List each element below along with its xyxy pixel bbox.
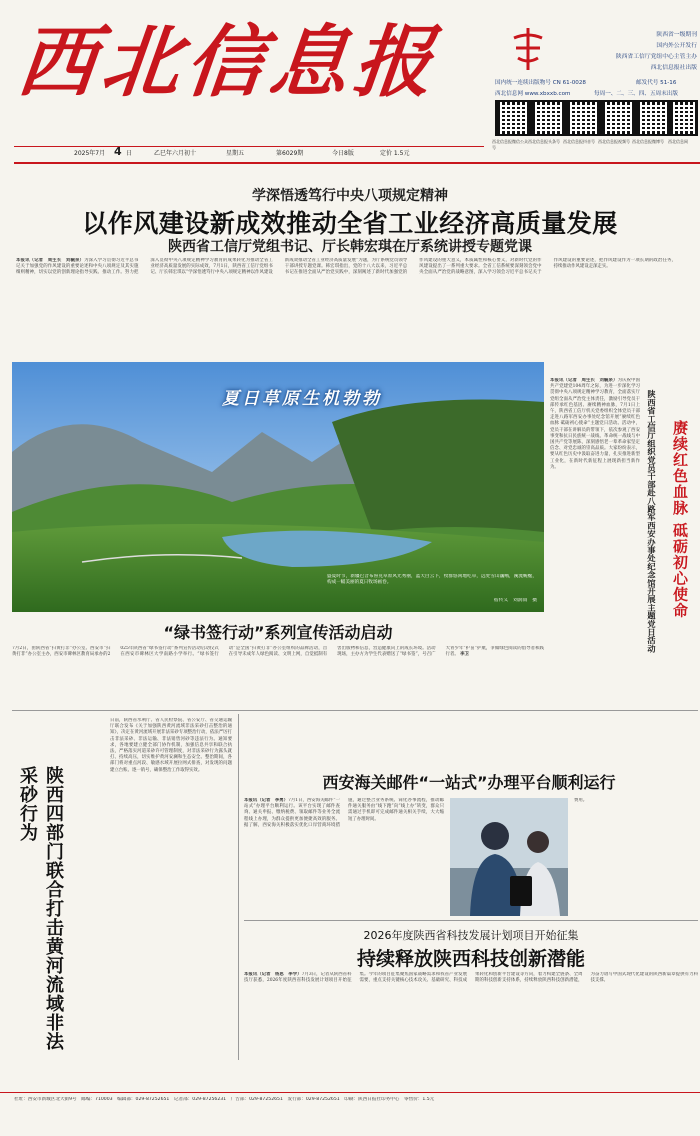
footer-text: 社址：西安市新城区北大街9号 邮编：710003 编辑部：029-87252651 记者部：029-87256231 广告部：029-87252651 发行部：029-87252651 印刷：陕西日报社印务中心 零售价：1.5元 <box>14 1097 435 1102</box>
tech-headline[interactable]: 持续释放陕西科技创新潜能 <box>356 948 585 970</box>
side-story-text: 为庆祝中国共产党建党104周年之际，为进一步深化学习贯彻中央八项规定精神学习教育，全面落实厅党组全面从严治党主体责任，激励引导党员干部传承红色基因、赓续精神血脉，7月1日上午，陕西省工信厅机关党委组织全体党员干部走进八路军西安办事处纪念馆开展“赓续红色血脉 砥砺初心使命”主题党日活动。活动中，党员干部在讲解员的带领下，依次参观了西安事变和抗日民族统一战线、革命统一战线与中国共产党等展陈，深刻感悟老一辈革命家坚定信念、对党忠诚的崇高品质。大家纷纷表示，要从红色历史中汲取奋进力量，扎实推进新型工业化，在新时代新征程上展现新担当新作为。 <box>550 378 640 470</box>
side-story-byline: 本报讯（记者 周生长 刘毓泉） <box>550 378 618 383</box>
qr-caption: 西北信息报头条号 <box>528 139 560 144</box>
tech-body <box>244 972 698 1060</box>
masthead-cn: 国内统一连续出版物号 CN 61-0028 <box>495 80 586 86</box>
qr-code-icon[interactable] <box>668 100 698 136</box>
side-story-title[interactable]: 赓续红色血脉 砥砺初心使命 <box>671 420 689 619</box>
qr-caption: 西北信息报微信公众号 <box>492 139 528 150</box>
left-story-title[interactable]: 陕西四部门联合打击黄河流域非法采砂行为 <box>17 766 64 1051</box>
masthead-logo-icon <box>508 24 548 74</box>
customs-tail <box>574 798 696 916</box>
qr-code-icon[interactable] <box>635 100 671 136</box>
photo-credit: 宿传义 刘润雨 摄 <box>493 598 537 603</box>
masthead-pub-days: 每周一、二、三、四、五周末出版 <box>594 91 678 97</box>
masthead-info-block <box>585 30 697 74</box>
lead-headline[interactable]: 以作风建设新成效推动全省工业经济高质量发展 <box>82 209 618 238</box>
qr-caption: 西北信息报抖音号 <box>563 139 595 144</box>
campaign-author: 李卫 <box>460 652 469 658</box>
weekday: 星期五 <box>226 150 245 157</box>
price: 定价 1.5元 <box>380 150 410 157</box>
lead-kicker[interactable]: 学深悟透笃行中央八项规定精神 <box>252 188 448 204</box>
left-story-body <box>110 718 232 1058</box>
qr-code-icon[interactable] <box>495 100 531 136</box>
qr-code-icon[interactable] <box>600 100 636 136</box>
footer-rule <box>0 1092 700 1093</box>
masthead-line-4: 西北信息报社出版 <box>650 65 697 71</box>
qr-caption: 西北信息报视频号 <box>598 139 630 144</box>
date-label: 2025年7月 <box>74 150 106 157</box>
tech-byline: 本报讯（记者 杨思 李学） <box>244 972 302 977</box>
lunar-date: 乙巳年六月初十 <box>154 150 197 157</box>
qr-code-icon[interactable] <box>565 100 601 136</box>
divider <box>244 920 698 921</box>
masthead <box>0 0 700 160</box>
side-story-body <box>550 378 640 738</box>
feature-photo <box>12 362 544 612</box>
masthead-website: 西北信息网 www.xbxxb.com <box>495 91 571 97</box>
left-story <box>12 714 104 1059</box>
customs-tail-text: 费用。 <box>574 798 588 803</box>
masthead-line-3: 陕西省工信厅党组中心主管主办 <box>615 54 697 60</box>
lead-subhead[interactable]: 陕西省工信厅党组书记、厅长韩宏琪在厅系统讲授专题党课 <box>168 239 532 255</box>
dateline <box>14 147 484 161</box>
lead-text: 为深入学习贯彻习近平总书记关于加强党的作风建设的重要论述和中央八项规定及其实施细则精神，切实以党的创新理论指导实践、推动工作。努力把深入贯彻中央八项规定精神学习教育的成果转化为推动全省工业经济高质量发展的实际成效，7月1日，陕西省工信厅党组书记、厅长韩宏琪以“学深悟透笃行中央八项规定精神以作风建设新成效推动全省工业经济高质量发展”为题，为厅系统党员领导干部讲授专题党课。韩宏琪指出，党的十八大以来，习近平总书记在推进全面从严治党实践中，深刻阐述了新时代加强党的作风建设的重大意义，本质属性和核心要义，对新时代党的作风建设提出了一系列重大要求。全省工信系统要深刻领会党中央全面从严治党的战略意图，深入学习领会习近平总书记关于作风建设的重要论述，把作风建设作为一项长期的政治任务，持续推动作风建设走深走实。 <box>16 258 676 276</box>
customs-body <box>244 798 444 916</box>
divider <box>12 710 698 711</box>
customs-photo-image <box>450 798 568 916</box>
masthead-title: 西北信息报 <box>13 17 443 108</box>
issue-number: 第6029期 <box>276 150 304 157</box>
campaign-text: 7月2日，由陕西省“扫黄打非”办公室、西安市“扫黄打非”办公室主办，西安市碑林区教育局承办的2025年陕西省“绿书签行动”系列宣传活动启动仪式在西安市碑林区大学南路小学举行。“绿书签行动”是全国“扫黄打非”办公室组织的品牌活动，旨在引导未成年人绿色阅读、文明上网，自觉抵制有害出版物和信息，营造健康向上的成长环境。活动现场，主办方为学生代表赠送了“绿书签”，号召广大青少年“护苗”护航，争做绿色阅读的倡导者和践行者。 <box>12 646 544 658</box>
customs-text: 7月1日，西安海关邮件“一站式”办理平台顺利运行。该平台实现了邮件查询、通关申报、缴纳税费、领取邮件等业务全流程线上办理，为群众提供更加便捷高效的服务。据了解，西安海关积极落实优化口岸营商环境措施，通过整合业务系统、简化办事流程，推动邮件通关服务由“线下跑”向“线上办”转变，群众只需通过手机即可完成邮件通关相关手续，大大缩短了办理时间。 <box>244 798 444 828</box>
qr-caption: 西北信息网 <box>668 139 688 144</box>
date-day-suffix: 日 <box>126 150 133 157</box>
photo-caption-box <box>327 574 537 610</box>
date-day: 4 <box>114 145 122 158</box>
qr-caption: 西北信息报微博号 <box>632 139 664 144</box>
masthead-postal: 邮发代号 51-16 <box>636 80 677 86</box>
photo-caption: 盛夏时节，新疆巴音布鲁克草原风光秀丽，蓝天白云下，牧群悠闲地吃草，远处雪山巍峨，溪流蜿蜒，构成一幅美丽的夏日牧场画卷。 <box>327 574 537 586</box>
left-story-text: 日前，陕西省水利厅、省人民检察院、省公安厅、省交通运输厅联合发布《关于加强陕西黄河流域非法采砂打击整治的通知》，决定在黄河流域开展非法采砂专项整治行动，依法严厉打击非法采砂、非法运输、非法销售河砂等违法行为。通知要求，各地要建立健全部门协作机制，加强信息共享和联合执法，严格落实河道采砂许可管理制度，对非法采砂行为露头就打、持续高压，切实维护黄河安澜和生态安全。整治期间，各部门将对重点河段、敏感水域开展拉网式排查，对发现的问题建立台账、逐一销号，确保整治工作取得实效。 <box>110 718 232 773</box>
tech-text: 7月3日，记者从陕西省科技厅获悉，2026年度陕西省科技发展计划项目开始征集。今年的项目征集聚焦国家战略需求和我省产业发展需要，重点支持关键核心技术攻关、基础研究、科技成果转化和创新平台建设等方向，着力构建全链条、全周期的科技创新支持体系，持续释放陕西科技创新潜能，为奋力谱写中国式现代化建设的陕西新篇章提供有力科技支撑。 <box>244 972 698 984</box>
customs-headline[interactable]: 西安海关邮件“一站式”办理平台顺利运行 <box>322 773 616 792</box>
divider <box>238 714 239 1060</box>
lead-body <box>16 258 676 354</box>
customs-photo <box>450 798 568 916</box>
dateline-rule-bottom <box>14 162 700 164</box>
customs-byline: 本报讯（记者 李勇） <box>244 798 289 803</box>
campaign-body <box>12 646 544 702</box>
qr-code-icon[interactable] <box>530 100 566 136</box>
page-count: 今日8版 <box>332 150 354 157</box>
side-story <box>550 360 698 740</box>
masthead-line-2: 国内外公开发行 <box>656 43 697 49</box>
campaign-headline[interactable]: “绿书签行动”系列宣传活动启动 <box>163 623 393 642</box>
photo-banner: 夏日草原生机勃勃 <box>222 389 382 409</box>
masthead-line-1: 陕西省一级期刊 <box>656 32 697 38</box>
lead-byline: 本报讯（记者 周生长 刘毓泉） <box>16 258 85 263</box>
side-story-subtitle[interactable]: 陕西省工信厅组织党员干部赴八路军西安办事处纪念馆开展主题党日活动 <box>647 390 657 653</box>
tech-kicker[interactable]: 2026年度陕西省科技发展计划项目开始征集 <box>363 929 579 942</box>
